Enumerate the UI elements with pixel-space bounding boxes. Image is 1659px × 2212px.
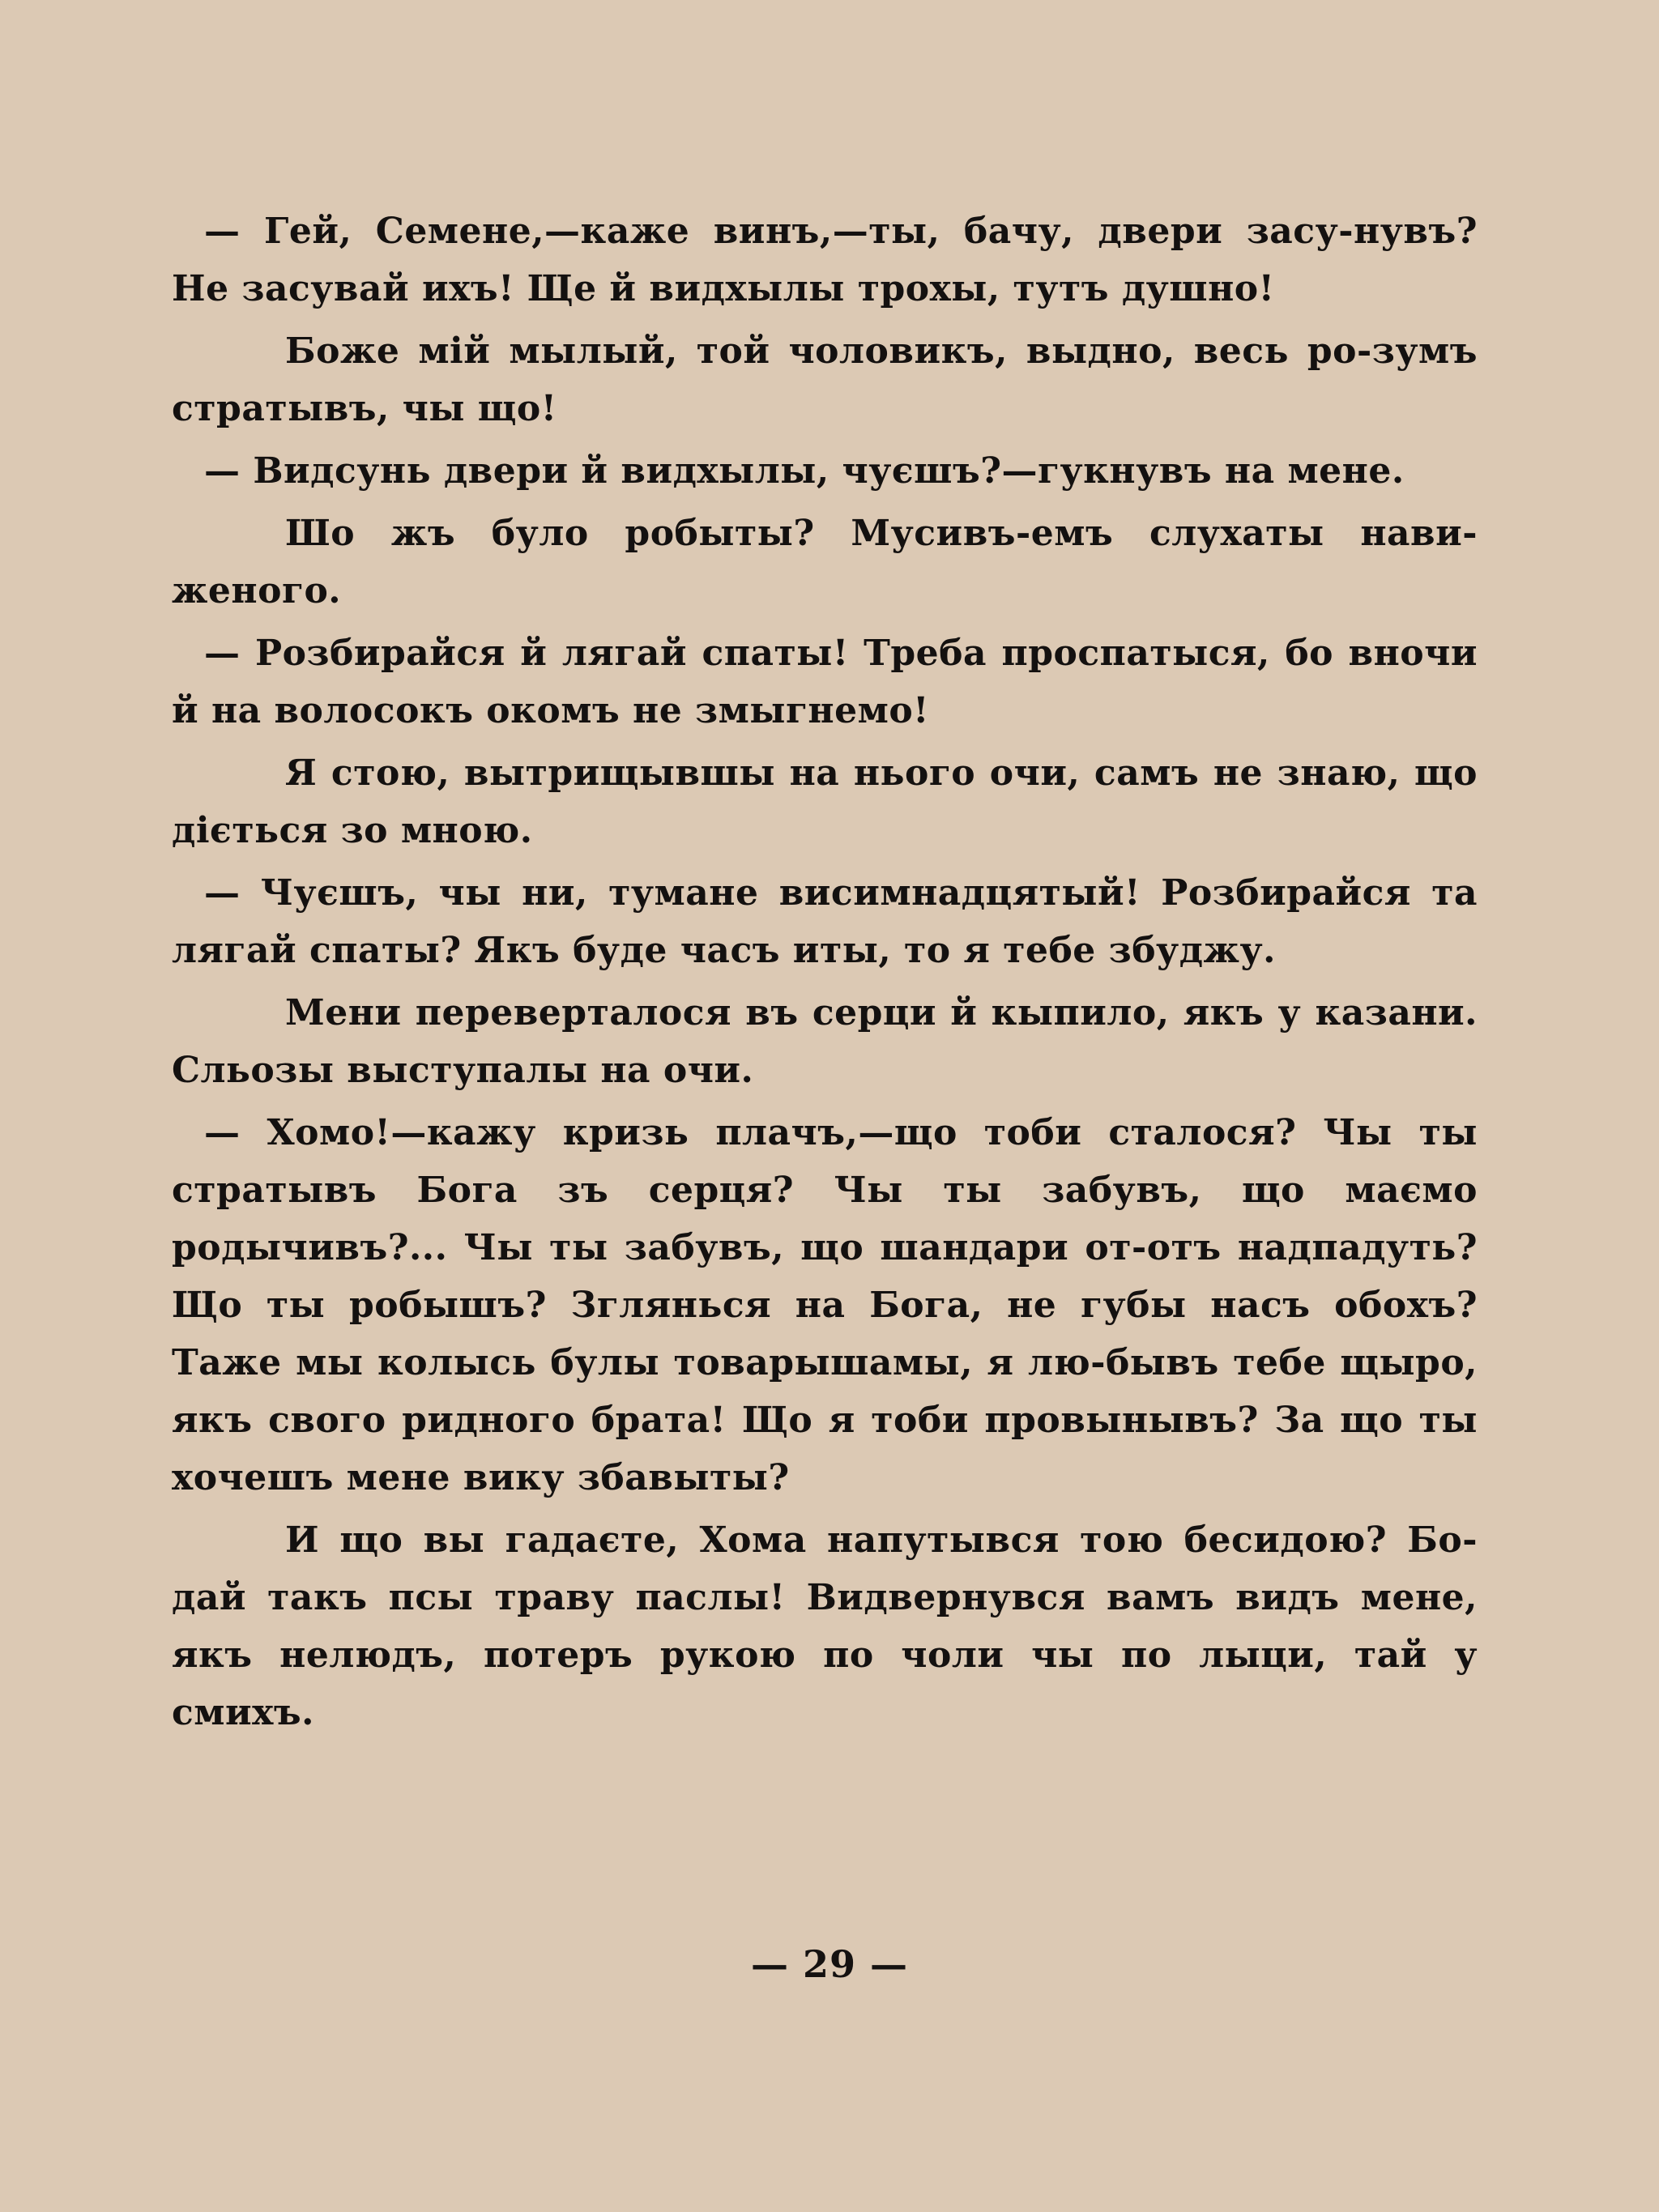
paragraph-10: И що вы гадаєте, Хома напутывся тою бесидою? Бо-дай такъ псы траву паслы! Видвернувся вамъ видъ мене, якъ нелюдъ, потеръ рукою по чоли чы по лыци, тай у смихъ. xyxy=(172,1519,1478,1733)
page-number: — 29 — xyxy=(750,1942,909,1986)
paragraph-9: — Хомо!—кажу кризь плачъ,—що тоби сталося? Чы ты стратывъ Бога зъ серця? Чы ты забувъ, що маємо родычивъ?... Чы ты забувъ, що шандари от-отъ надпадуть? Що ты робышъ? Зглянься на Бога, не губы насъ обохъ? Таже мы колысь булы товарышамы, я лю-бывъ тебе щыро, якъ свого ридного брата! Що я тоби провынывъ? За що ты хочешъ мене вику збавыты? xyxy=(172,1112,1478,1498)
paragraph-3: — Видсунь двери й видхылы, чуєшъ?—гукнувъ на мене. xyxy=(204,450,1405,492)
paragraph-8: Мени переверталося въ серци й кыпило, якъ у казани. Сльозы выступалы на очи. xyxy=(172,992,1478,1091)
paragraph-2: Боже мій мылый, той чоловикъ, выдно, весь ро-зумъ стратывъ, чы що! xyxy=(172,330,1478,429)
paragraph-7: — Чуєшъ, чы ни, тумане висимнадцятый! Розбирайся та лягай спаты? Якъ буде часъ иты, то я тебе збуджу. xyxy=(172,872,1478,971)
paragraph-6: Я стою, вытрищывшы на нього очи, самъ не знаю, що діється зо мною. xyxy=(172,752,1478,851)
paragraph-1: — Гей, Семене,—каже винъ,—ты, бачу, двери засу-нувъ? Не засувай ихъ! Ще й видхылы трохы, тутъ душно! xyxy=(172,211,1478,309)
paragraph-4: Шо жъ було робыты? Мусивъ-емъ слухаты нави-женого. xyxy=(172,513,1478,612)
paragraph-5: — Розбирайся й лягай спаты! Треба проспатыся, бо вночи й на волосокъ окомъ не змыгнемо! xyxy=(172,633,1478,731)
text-block xyxy=(172,202,1478,1741)
